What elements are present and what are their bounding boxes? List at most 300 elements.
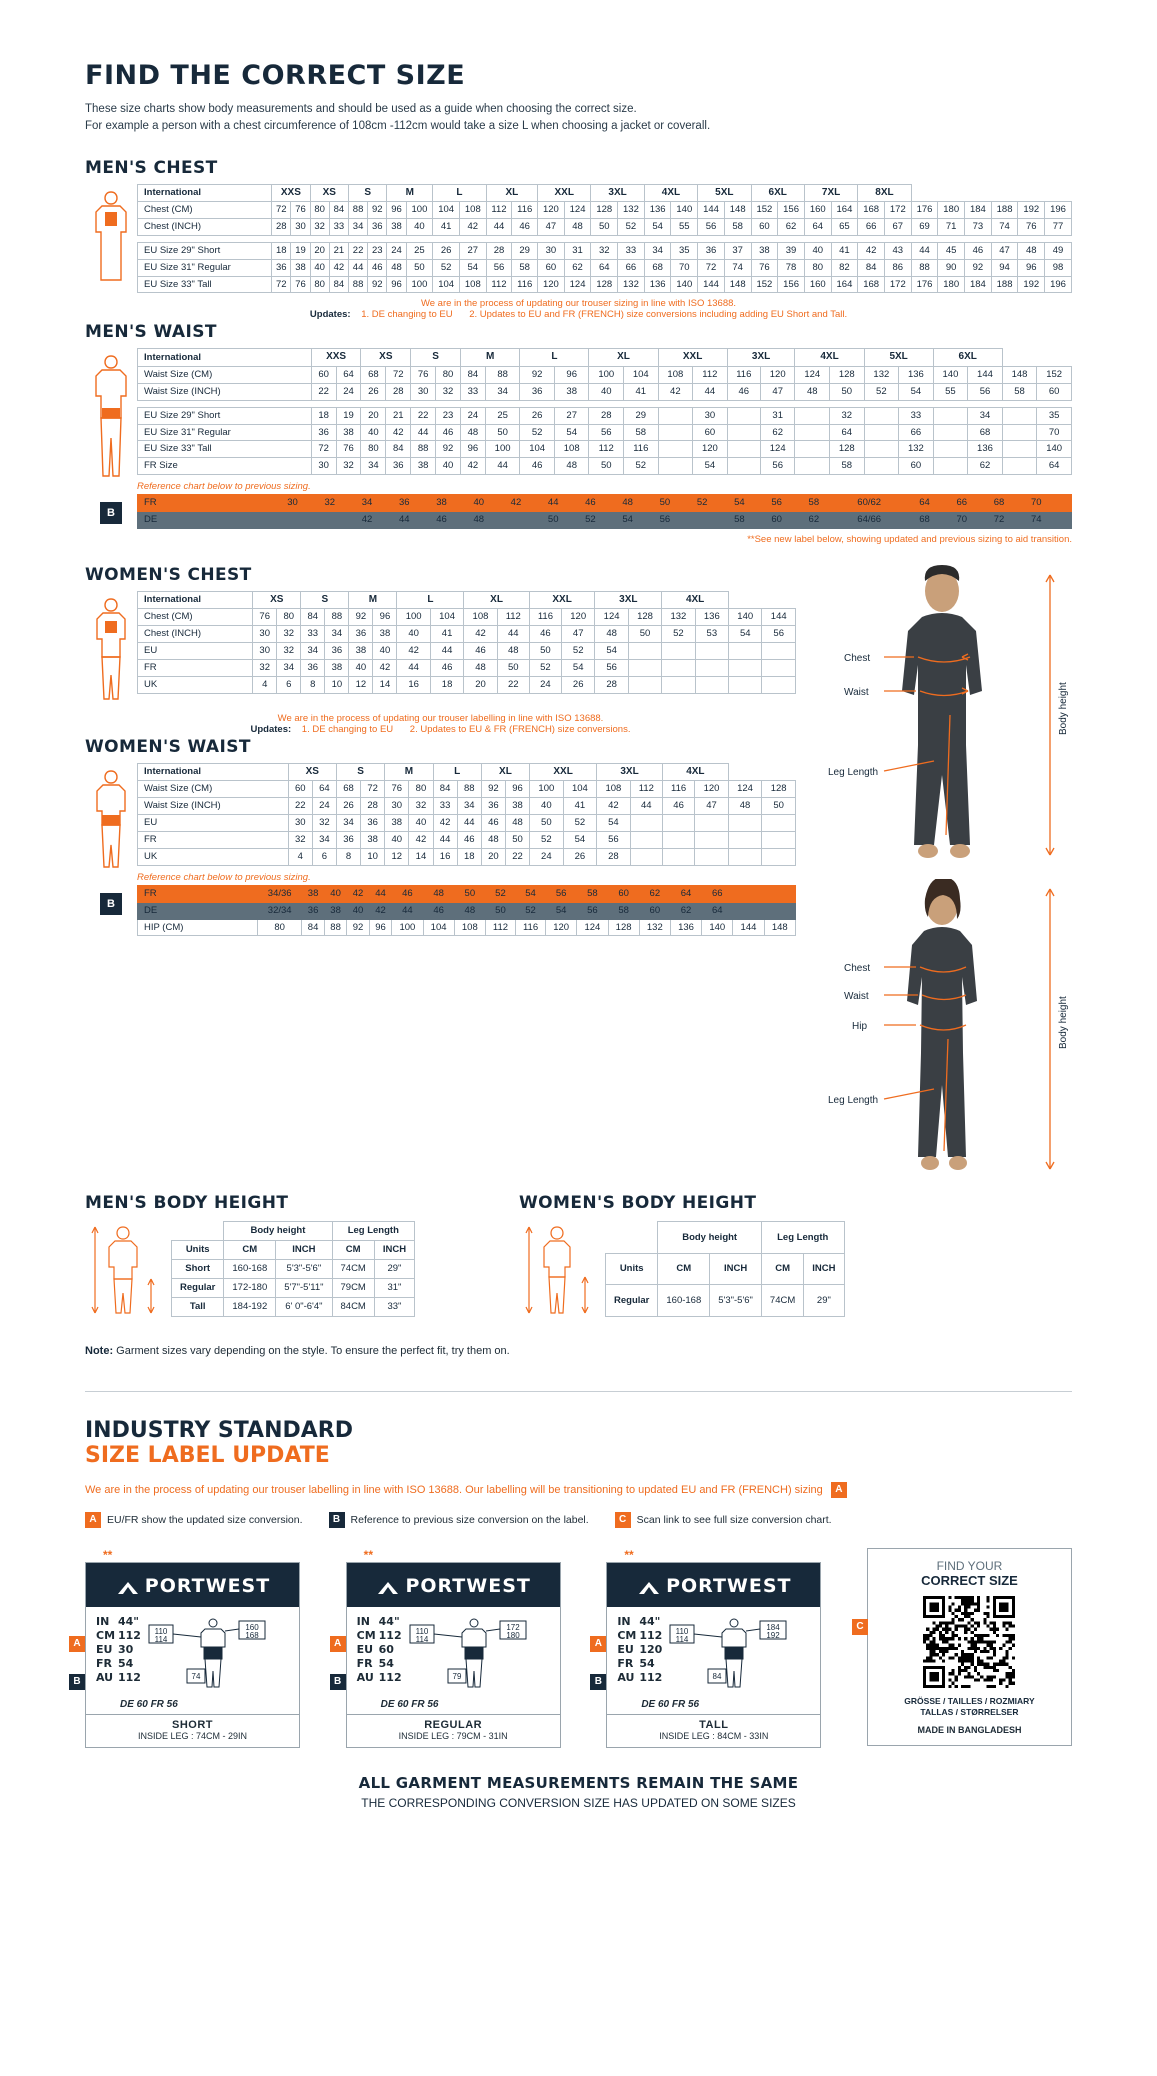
page-title: FIND THE CORRECT SIZE xyxy=(85,60,466,91)
cell: 80 xyxy=(277,609,301,626)
row-label: FR xyxy=(138,885,258,902)
cell: 38 xyxy=(751,242,778,259)
cell: 24 xyxy=(312,798,336,815)
female-model-illustration xyxy=(822,879,1072,1179)
cell xyxy=(1063,495,1071,512)
cell: 54 xyxy=(644,218,671,235)
bh-row-label: Regular xyxy=(172,1278,224,1297)
cell: 46 xyxy=(457,832,481,849)
garment-note xyxy=(85,1345,1072,1357)
cell: 34 xyxy=(457,798,481,815)
bh-cell: 74CM xyxy=(761,1285,803,1317)
cell: 48 xyxy=(423,885,454,902)
cell: 60 xyxy=(608,885,639,902)
cell: 124 xyxy=(595,609,628,626)
cell: 42 xyxy=(373,660,397,677)
cell: 64 xyxy=(906,495,943,512)
size-code-in: IN 44" xyxy=(356,1614,400,1628)
cell: 148 xyxy=(764,919,795,936)
cell: 24 xyxy=(336,383,361,400)
cell: 26 xyxy=(361,383,386,400)
cell: 44 xyxy=(386,512,423,529)
cell: 34 xyxy=(348,218,367,235)
qr-title-2: CORRECT SIZE xyxy=(921,1572,1018,1588)
cell: 128 xyxy=(628,609,661,626)
cell: 50 xyxy=(406,259,433,276)
table-row xyxy=(138,407,1072,424)
cell: 48 xyxy=(497,643,529,660)
cell: 38 xyxy=(361,832,385,849)
cell: 38 xyxy=(387,218,406,235)
cell: 32 xyxy=(253,660,277,677)
qr-languages: GRÖSSE / TAILLES / ROZMIARY TALLAS / STØRRELSER xyxy=(904,1695,1035,1718)
cell: 70 xyxy=(1018,495,1055,512)
cell: 42 xyxy=(858,242,885,259)
legend-key-b xyxy=(329,1512,589,1528)
bh-unit: INCH xyxy=(804,1253,844,1285)
bh-row-label: Tall xyxy=(172,1297,224,1316)
cell: 54 xyxy=(729,626,762,643)
cell: 108 xyxy=(459,202,486,219)
cell: 32 xyxy=(288,832,312,849)
cell: 54 xyxy=(693,458,728,475)
cell: 168 xyxy=(858,202,885,219)
cell: 42 xyxy=(409,832,433,849)
cell: 34 xyxy=(336,815,360,832)
cell: 54 xyxy=(609,512,646,529)
size-code-in: IN 44" xyxy=(617,1614,661,1628)
legend-key-a-text: EU/FR show the updated size conversion. xyxy=(107,1513,303,1526)
footer-note xyxy=(85,1774,1072,1810)
row-label: EU Size 31" Regular xyxy=(138,259,272,276)
cell: 168 xyxy=(858,276,885,293)
cell: 28 xyxy=(361,798,385,815)
cell: 160 xyxy=(804,276,831,293)
cell: 32/34 xyxy=(258,902,302,919)
womens-chest-table xyxy=(137,591,796,694)
cell: 44 xyxy=(630,798,662,815)
cell: 74 xyxy=(1018,512,1055,529)
cell: 44 xyxy=(486,218,512,235)
cell: 38 xyxy=(291,259,310,276)
qr-title-1: FIND YOUR xyxy=(936,1558,1003,1573)
cell: 30 xyxy=(385,798,409,815)
bh-header-group xyxy=(172,1221,415,1240)
header-size-XXL: XXL xyxy=(538,184,591,202)
cell: 56 xyxy=(546,885,577,902)
bh-cell: 160-168 xyxy=(224,1259,276,1278)
size-codes xyxy=(96,1615,141,1693)
cell: 62 xyxy=(795,512,832,529)
garment-label-short xyxy=(73,1547,300,1748)
cell: 54 xyxy=(595,643,628,660)
cell: 43 xyxy=(884,242,911,259)
cell: 52 xyxy=(433,259,460,276)
cell: 104 xyxy=(624,366,659,383)
cell: 94 xyxy=(991,259,1018,276)
cell: 96 xyxy=(554,366,589,383)
cell: 128 xyxy=(608,919,639,936)
cell: 33 xyxy=(460,383,485,400)
cell: 30 xyxy=(291,218,310,235)
cell: 47 xyxy=(538,218,565,235)
cell: 48 xyxy=(387,259,406,276)
cell: 120 xyxy=(538,202,565,219)
bh-unit: CM xyxy=(658,1253,710,1285)
cell: 46 xyxy=(423,902,454,919)
cell: 112 xyxy=(497,609,529,626)
cell: 76 xyxy=(291,276,310,293)
cell: 29 xyxy=(624,407,659,424)
size-code-in: IN 44" xyxy=(96,1614,140,1628)
qr-code-icon[interactable] xyxy=(923,1596,1015,1688)
table-row xyxy=(138,259,1072,276)
header-size-XXS: XXS xyxy=(272,184,310,202)
label-figure xyxy=(147,1615,293,1693)
cell: 54 xyxy=(562,660,595,677)
cell: 120 xyxy=(562,609,595,626)
cell: 44 xyxy=(693,383,728,400)
cell: 52 xyxy=(529,660,561,677)
header-size-XS: XS xyxy=(288,763,336,781)
bh-units-label: Units xyxy=(606,1253,658,1285)
header-size-7XL: 7XL xyxy=(804,184,857,202)
cell: 76 xyxy=(336,441,361,458)
cell: 30 xyxy=(253,643,277,660)
cell: 6 xyxy=(277,676,301,693)
header-size-M: M xyxy=(460,349,519,367)
mens-chest-table xyxy=(137,184,1072,294)
cell xyxy=(662,660,695,677)
fit-name: SHORT xyxy=(172,1718,213,1731)
svg-text:168: 168 xyxy=(245,1630,259,1640)
cell: 33 xyxy=(301,626,325,643)
bh-cell: 160-168 xyxy=(658,1285,710,1317)
cell: 50 xyxy=(497,660,529,677)
cell: 50 xyxy=(762,798,796,815)
cell: 108 xyxy=(464,609,497,626)
intro-line-2: For example a person with a chest circumference of 108cm -112cm would take a size L when choosing a jacket or coverall. xyxy=(85,120,711,133)
header-size-8XL: 8XL xyxy=(858,184,911,202)
svg-text:160: 160 xyxy=(245,1622,259,1632)
cell: 92 xyxy=(436,441,461,458)
cell: 76 xyxy=(253,609,277,626)
footer-line-1: ALL GARMENT MEASUREMENTS REMAIN THE SAME xyxy=(358,1773,799,1792)
cell: 66 xyxy=(702,885,733,902)
cell: 31 xyxy=(760,407,795,424)
cell: 36 xyxy=(368,218,387,235)
cell: 116 xyxy=(512,276,538,293)
cell: 38 xyxy=(385,815,409,832)
footer-line-2: THE CORRESPONDING CONVERSION SIZE HAS UPDATED ON SOME SIZES xyxy=(361,1795,796,1810)
cell: 144 xyxy=(762,609,796,626)
inside-leg: INSIDE LEG : 79CM - 31IN xyxy=(398,1730,508,1741)
table-row xyxy=(138,798,796,815)
cell: 48 xyxy=(564,218,591,235)
cell: 54 xyxy=(563,832,597,849)
cell xyxy=(630,848,662,865)
cell: 124 xyxy=(564,276,591,293)
cell: 84 xyxy=(386,441,411,458)
header-size-3XL: 3XL xyxy=(595,591,662,609)
cell: 48 xyxy=(454,902,485,919)
cell xyxy=(764,902,795,919)
header-size-XL: XL xyxy=(589,349,658,367)
cell xyxy=(864,407,899,424)
cell: 28 xyxy=(386,383,411,400)
size-code-fr: FR 54 xyxy=(356,1657,394,1671)
cell xyxy=(733,885,764,902)
badge-b-mens-waist: B xyxy=(100,502,122,524)
row-label: UK xyxy=(138,676,253,693)
cell: 44 xyxy=(911,242,938,259)
cell: 64 xyxy=(312,781,336,798)
legend-key-a xyxy=(85,1512,303,1528)
cell: 36 xyxy=(520,383,555,400)
cell: 38 xyxy=(411,458,436,475)
cell: 27 xyxy=(554,407,589,424)
cell: 70 xyxy=(943,512,980,529)
cell xyxy=(662,848,694,865)
row-label: Chest (INCH) xyxy=(138,218,272,235)
header-international: International xyxy=(138,184,272,202)
cell: 33 xyxy=(618,242,645,259)
cell: 52 xyxy=(530,832,564,849)
cell: 136 xyxy=(644,276,671,293)
cell: 116 xyxy=(512,202,538,219)
previous-size-row xyxy=(138,512,1072,529)
cell xyxy=(311,512,348,529)
cell: 192 xyxy=(1018,202,1045,219)
cell: 180 xyxy=(938,202,965,219)
cell xyxy=(864,458,899,475)
womens-waist-ref-note: Reference chart below to previous sizing. xyxy=(137,871,311,883)
cell: 4 xyxy=(288,848,312,865)
cell: 40 xyxy=(436,458,461,475)
tag-b-side: B xyxy=(590,1674,606,1690)
size-code-cm: CM 112 xyxy=(356,1628,402,1642)
size-code-au: AU 112 xyxy=(96,1671,141,1685)
cell: 72 xyxy=(272,276,291,293)
previous-size-line: DE 60 FR 56 xyxy=(120,1698,178,1710)
cell: 24 xyxy=(387,242,406,259)
brand-bar xyxy=(607,1563,820,1607)
cell: 14 xyxy=(373,676,397,693)
bh-group-leg-length: Leg Length xyxy=(761,1221,844,1253)
cell: 104 xyxy=(423,919,454,936)
header-size-5XL: 5XL xyxy=(698,184,751,202)
cell: 46 xyxy=(520,458,555,475)
tag-c-side: C xyxy=(852,1619,868,1635)
row-label: DE xyxy=(138,902,258,919)
cell: 144 xyxy=(733,919,764,936)
bh-group-body-height: Body height xyxy=(224,1221,332,1240)
made-in: MADE IN BANGLADESH xyxy=(917,1724,1022,1735)
cell: 48 xyxy=(609,495,646,512)
cell: 68 xyxy=(968,424,1003,441)
cell: 196 xyxy=(1045,276,1072,293)
cell: 54 xyxy=(546,902,577,919)
cell xyxy=(695,676,728,693)
cell xyxy=(630,832,662,849)
cell: 56 xyxy=(698,218,725,235)
cell: 52 xyxy=(485,885,515,902)
bh-cell: 79CM xyxy=(332,1278,374,1297)
cell: 164 xyxy=(831,276,858,293)
cell: 50 xyxy=(535,512,572,529)
cell: 44 xyxy=(535,495,572,512)
update-2: 2. Updates to EU and FR (FRENCH) size conversions including adding EU Short and Tall. xyxy=(469,309,848,321)
garment-label-regular xyxy=(334,1547,561,1748)
cell: 34 xyxy=(348,495,385,512)
cell xyxy=(762,660,796,677)
row-label: Waist Size (CM) xyxy=(138,781,289,798)
cell: 128 xyxy=(591,276,618,293)
cell: 36 xyxy=(386,495,423,512)
cell: 52 xyxy=(624,458,659,475)
cell: 100 xyxy=(530,781,564,798)
section-title-womens-chest: WOMEN'S CHEST xyxy=(85,564,252,585)
update-2-2: 2. Updates to EU & FR (FRENCH) size conversions. xyxy=(409,723,631,735)
womens-body-height-table xyxy=(605,1221,845,1317)
table-row xyxy=(138,660,796,677)
mens-body-height-table xyxy=(171,1221,415,1317)
cell: 55 xyxy=(933,383,968,400)
body-height-section xyxy=(85,1193,1072,1317)
size-code-cm: CM 112 xyxy=(617,1628,663,1642)
table-row xyxy=(138,424,1072,441)
cell: 48 xyxy=(595,626,628,643)
cell: 56 xyxy=(597,832,631,849)
tag-a-icon: A xyxy=(85,1512,101,1528)
cell xyxy=(497,512,534,529)
cell: 124 xyxy=(564,202,591,219)
cell: 56 xyxy=(646,512,683,529)
cell: 18 xyxy=(272,242,291,259)
cell: 20 xyxy=(464,676,497,693)
hip-row xyxy=(138,919,796,936)
update-1: 1. DE changing to EU xyxy=(361,309,453,321)
male-torso-figure xyxy=(85,184,137,284)
svg-text:172: 172 xyxy=(505,1622,520,1632)
cell: 65 xyxy=(831,218,858,235)
cell: 8 xyxy=(301,676,325,693)
bh-row xyxy=(172,1259,415,1278)
updates-label-2: Updates: xyxy=(250,723,292,735)
cell: 62 xyxy=(564,259,591,276)
cell: 36 xyxy=(349,626,373,643)
cell: 66 xyxy=(618,259,645,276)
cell: 80 xyxy=(804,259,831,276)
cell: 58 xyxy=(721,512,758,529)
cell: 32 xyxy=(277,643,301,660)
cell: 35 xyxy=(1037,407,1072,424)
table-row xyxy=(138,815,796,832)
cell: 44 xyxy=(392,902,423,919)
bh-group-body-height: Body height xyxy=(658,1221,762,1253)
cell: 108 xyxy=(454,919,485,936)
cell: 112 xyxy=(589,441,624,458)
cell: 184 xyxy=(965,202,992,219)
cell: 62 xyxy=(760,424,795,441)
cell: 41 xyxy=(563,798,597,815)
cell xyxy=(266,512,274,529)
cell: 88 xyxy=(324,919,346,936)
cell: 54 xyxy=(899,383,934,400)
svg-text:79: 79 xyxy=(452,1671,462,1681)
inside-leg: INSIDE LEG : 74CM - 29IN xyxy=(137,1730,248,1741)
cell: 148 xyxy=(724,276,751,293)
cell: 140 xyxy=(729,609,762,626)
cell: 64 xyxy=(670,885,701,902)
label-hip-female: Hip xyxy=(852,1020,868,1032)
cell: 12 xyxy=(385,848,409,865)
cell: 47 xyxy=(991,242,1018,259)
cell: 14 xyxy=(409,848,433,865)
table-header-row xyxy=(138,184,1072,202)
cell: 136 xyxy=(968,441,1003,458)
size-code-eu: EU 30 xyxy=(96,1643,134,1657)
cell: 112 xyxy=(486,276,512,293)
industry-subtitle xyxy=(85,1482,1072,1498)
cell: 116 xyxy=(624,441,659,458)
row-label: Chest (CM) xyxy=(138,202,272,219)
cell xyxy=(795,458,830,475)
cell xyxy=(695,660,728,677)
bh-cell: 84CM xyxy=(332,1297,374,1316)
cell: 132 xyxy=(662,609,695,626)
cell: 66 xyxy=(943,495,980,512)
cell: 56 xyxy=(762,626,796,643)
cell: 68 xyxy=(980,495,1017,512)
cell: 50 xyxy=(530,815,564,832)
cell: 8 xyxy=(336,848,360,865)
cell xyxy=(695,848,729,865)
label-waist-male: Waist xyxy=(844,686,869,698)
cell: 46 xyxy=(430,660,463,677)
cell: 84 xyxy=(858,259,885,276)
cell: 40 xyxy=(406,218,433,235)
header-size-L: L xyxy=(433,763,481,781)
cell: 23 xyxy=(436,407,461,424)
cell xyxy=(864,441,899,458)
cell xyxy=(684,512,721,529)
table-row xyxy=(138,458,1072,475)
cell: 192 xyxy=(1018,276,1045,293)
cell: 19 xyxy=(291,242,310,259)
cell: 32 xyxy=(311,495,348,512)
cell: 58 xyxy=(512,259,538,276)
bh-cell: 184-192 xyxy=(224,1297,276,1316)
qr-card xyxy=(856,1548,1072,1746)
header-size-6XL: 6XL xyxy=(751,184,804,202)
label-body-height-female: Body height xyxy=(1058,996,1069,1049)
cell: 188 xyxy=(991,276,1018,293)
cell: 60 xyxy=(693,424,728,441)
cell: 40 xyxy=(589,383,624,400)
cell xyxy=(762,676,796,693)
cell xyxy=(864,424,899,441)
cell: 128 xyxy=(762,781,796,798)
cell: 76 xyxy=(291,202,310,219)
cell: 24 xyxy=(460,407,485,424)
cell: 136 xyxy=(644,202,671,219)
row-label: DE xyxy=(138,512,258,529)
cell xyxy=(727,407,760,424)
cell: 132 xyxy=(618,202,645,219)
cell: 45 xyxy=(938,242,965,259)
section-title-mens-body-height: MEN'S BODY HEIGHT xyxy=(85,1192,289,1213)
